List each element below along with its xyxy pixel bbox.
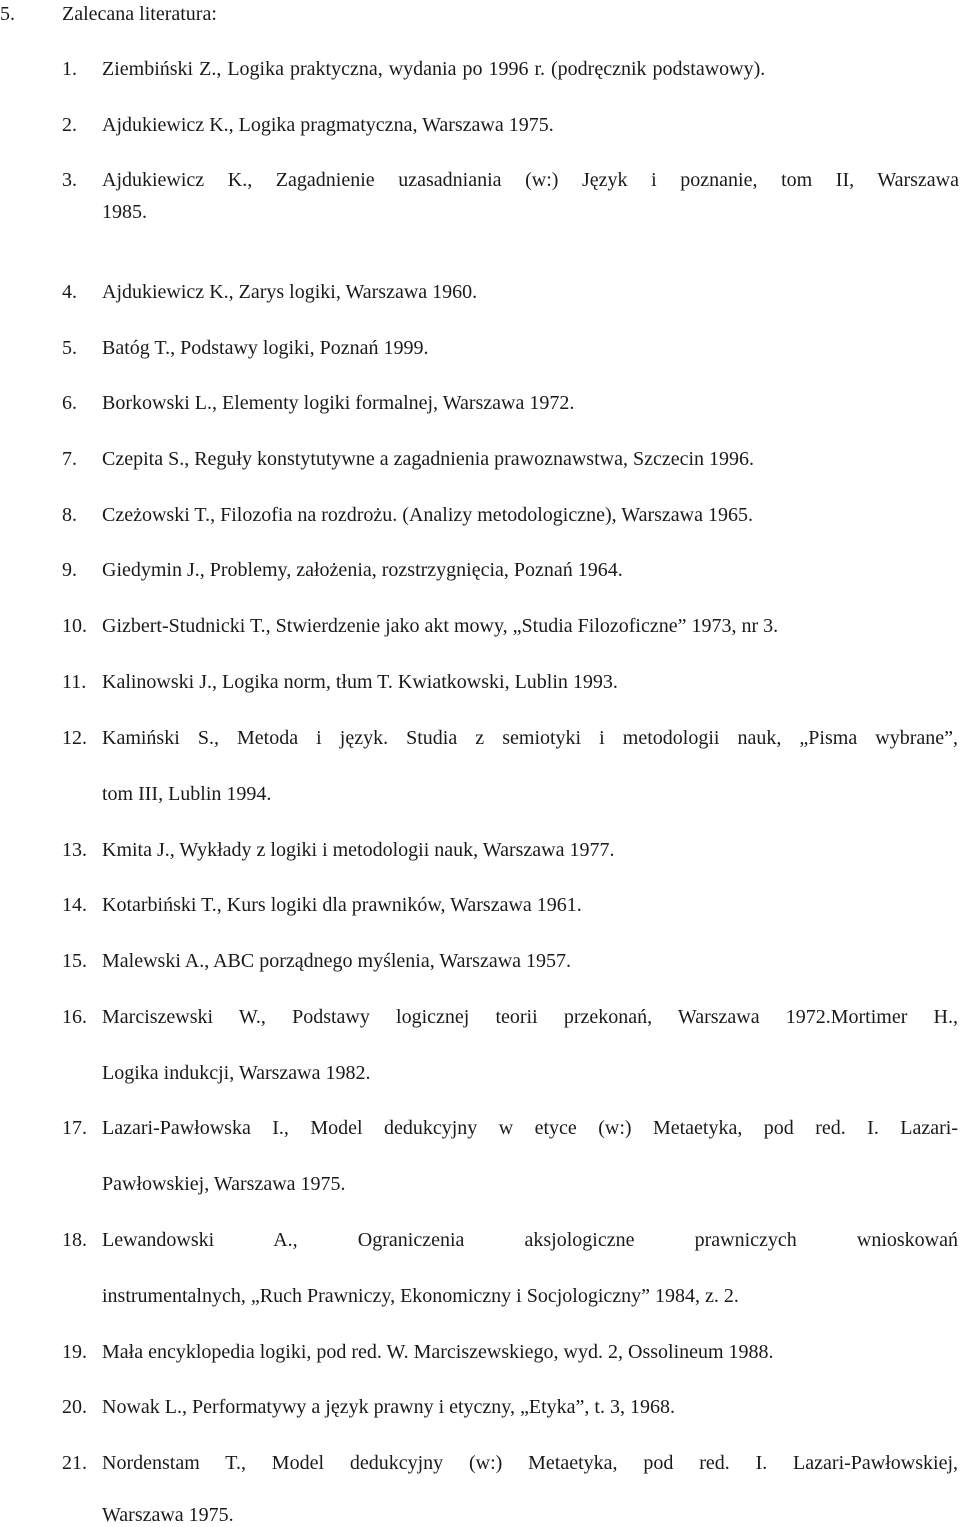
item-text: Malewski A., ABC porządnego myślenia, Warszawa 1957.	[102, 950, 572, 972]
item-number: 20.	[62, 1396, 87, 1418]
item-text-line: Lazari-Pawłowska I., Model dedukcyjny w etyce (w:) Metaetyka, pod red. I. Lazari-	[102, 1117, 958, 1139]
item-text: Mała encyklopedia logiki, pod red. W. Marciszewskiego, wyd. 2, Ossolineum 1988.	[102, 1341, 774, 1363]
item-text-line: Kamiński S., Metoda i język. Studia z semiotyki i metodologii nauk, „Pisma wybrane”,	[102, 727, 958, 749]
item-number: 21.	[62, 1452, 87, 1474]
item-text: Czeżowski T., Filozofia na rozdrożu. (Analizy metodologiczne), Warszawa 1965.	[102, 504, 753, 526]
item-number: 13.	[62, 839, 87, 861]
item-number: 7.	[62, 448, 77, 470]
item-text: Kalinowski J., Logika norm, tłum T. Kwiatkowski, Lublin 1993.	[102, 671, 618, 693]
item-text: Ajdukiewicz K., Zarys logiki, Warszawa 1960.	[102, 281, 478, 303]
item-text: Giedymin J., Problemy, założenia, rozstrzygnięcia, Poznań 1964.	[102, 559, 623, 581]
item-number: 15.	[62, 950, 87, 972]
item-text-line: Ajdukiewicz K., Zagadnienie uzasadniania (w:) Język i poznanie, tom II, Warszawa	[102, 169, 959, 191]
item-text: Kmita J., Wykłady z logiki i metodologii nauk, Warszawa 1977.	[102, 839, 615, 861]
item-text-line: Pawłowskiej, Warszawa 1975.	[102, 1173, 346, 1195]
item-text-line: tom III, Lublin 1994.	[102, 783, 272, 805]
item-number: 19.	[62, 1341, 87, 1363]
item-number: 6.	[62, 392, 77, 414]
item-text: Ajdukiewicz K., Logika pragmatyczna, Warszawa 1975.	[102, 114, 554, 136]
item-number: 8.	[62, 504, 77, 526]
item-text-line: Warszawa 1975.	[102, 1504, 234, 1526]
item-number: 5.	[62, 337, 77, 359]
item-text-line: 1985.	[102, 201, 147, 223]
item-number: 9.	[62, 559, 77, 581]
section-heading	[0, 2, 960, 26]
item-text-line: Lewandowski A., Ograniczenia aksjologiczne prawniczych wnioskowań	[102, 1229, 958, 1251]
item-number: 17.	[62, 1117, 87, 1139]
item-number: 2.	[62, 114, 77, 136]
item-text: Batóg T., Podstawy logiki, Poznań 1999.	[102, 337, 429, 359]
item-number: 4.	[62, 281, 77, 303]
item-text-line: Nordenstam T., Model dedukcyjny (w:) Metaetyka, pod red. I. Lazari-Pawłowskiej,	[102, 1452, 958, 1474]
item-text: Nowak L., Performatywy a język prawny i etyczny, „Etyka”, t. 3, 1968.	[102, 1396, 675, 1418]
item-number: 10.	[62, 615, 87, 637]
item-text: Ziembiński Z., Logika praktyczna, wydania po 1996 r. (podręcznik podstawowy).	[102, 58, 766, 80]
item-text: Borkowski L., Elementy logiki formalnej, Warszawa 1972.	[102, 392, 575, 414]
item-text: Gizbert-Studnicki T., Stwierdzenie jako akt mowy, „Studia Filozoficzne” 1973, nr 3.	[102, 615, 779, 637]
section-title: Zalecana literatura:	[62, 3, 217, 25]
section-number: 5.	[0, 3, 15, 25]
item-number: 11.	[62, 671, 87, 693]
item-number: 1.	[62, 58, 77, 80]
item-number: 14.	[62, 894, 87, 916]
item-text-line: Logika indukcji, Warszawa 1982.	[102, 1062, 371, 1084]
item-number: 18.	[62, 1229, 87, 1251]
item-text: Kotarbiński T., Kurs logiki dla prawników, Warszawa 1961.	[102, 894, 582, 916]
item-number: 3.	[62, 169, 77, 191]
item-number: 12.	[62, 727, 87, 749]
item-text: Czepita S., Reguły konstytutywne a zagadnienia prawoznawstwa, Szczecin 1996.	[102, 448, 755, 470]
item-number: 16.	[62, 1006, 87, 1028]
item-text-line: instrumentalnych, „Ruch Prawniczy, Ekonomiczny i Socjologiczny” 1984, z. 2.	[102, 1285, 739, 1307]
item-text-line: Marciszewski W., Podstawy logicznej teorii przekonań, Warszawa 1972.Mortimer H.,	[102, 1006, 958, 1028]
